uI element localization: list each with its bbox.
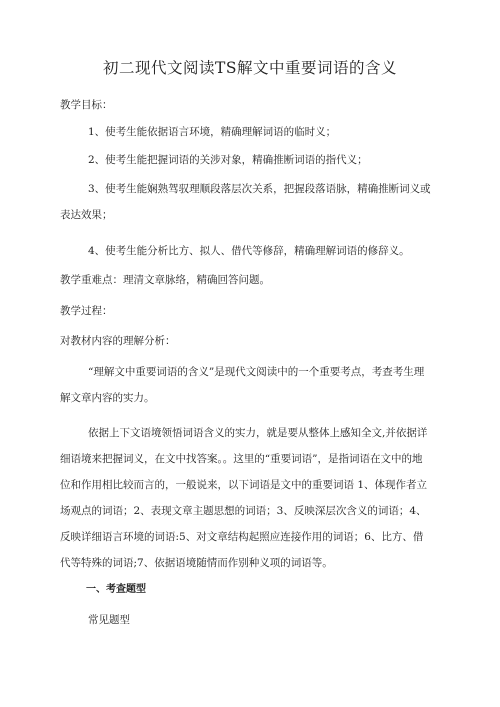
objective-item-2: 2、使考生能把握词语的关涉对象，精确推断词语的指代义； bbox=[88, 154, 368, 166]
key-point-text: 教学重难点：理清文章脉络，精确回答问题。 bbox=[60, 274, 270, 286]
objective-item-3: 3、使考生能娴熟驾驭理顺段落层次关系，把握段落语脉，精确推断词义或表达效果； bbox=[60, 183, 431, 221]
analysis-label: 对教材内容的理解分析： bbox=[60, 335, 176, 347]
objectives-label: 教学目标： bbox=[60, 99, 113, 111]
analysis-paragraph-2: 依据上下文语境领悟词语含义的实力，就是要从整体上感知全文,并依据详细语境来把握词义，在文中找答案。。这里的“重要词语”，是指词语在文中的地位和作用相比较而言的，一般说来，以下词语是文中的重要词语 1、体现作者立场观点的词语；2、表现文章主题思想的词语；3、反映深层次含义的词语；4、反映详细语言环境的词语:5、对文章结构起照应连接作用的词语；6、比方、借代等特殊的词语;7、依据语境随情而作别种义项的词语等。 bbox=[60, 427, 428, 569]
analysis-paragraph-1: “理解文中重要词语的含义”是现代文阅读中的一个重要考点，考查考生理解文章内容的实力。 bbox=[60, 366, 425, 404]
process-label: 教学过程： bbox=[60, 305, 113, 317]
subheading: 常见题型 bbox=[88, 614, 130, 626]
document-title: 初二现代文阅读TS解文中重要词语的含义 bbox=[103, 59, 397, 77]
objective-item-4: 4、使考生能分析比方、拟人、借代等修辞，精确理解词语的修辞义。 bbox=[88, 245, 410, 257]
objective-item-1: 1、使考生能依据语言环境，精确理解词语的临时义； bbox=[88, 126, 337, 138]
section-heading: 一、考查题型 bbox=[86, 584, 146, 595]
